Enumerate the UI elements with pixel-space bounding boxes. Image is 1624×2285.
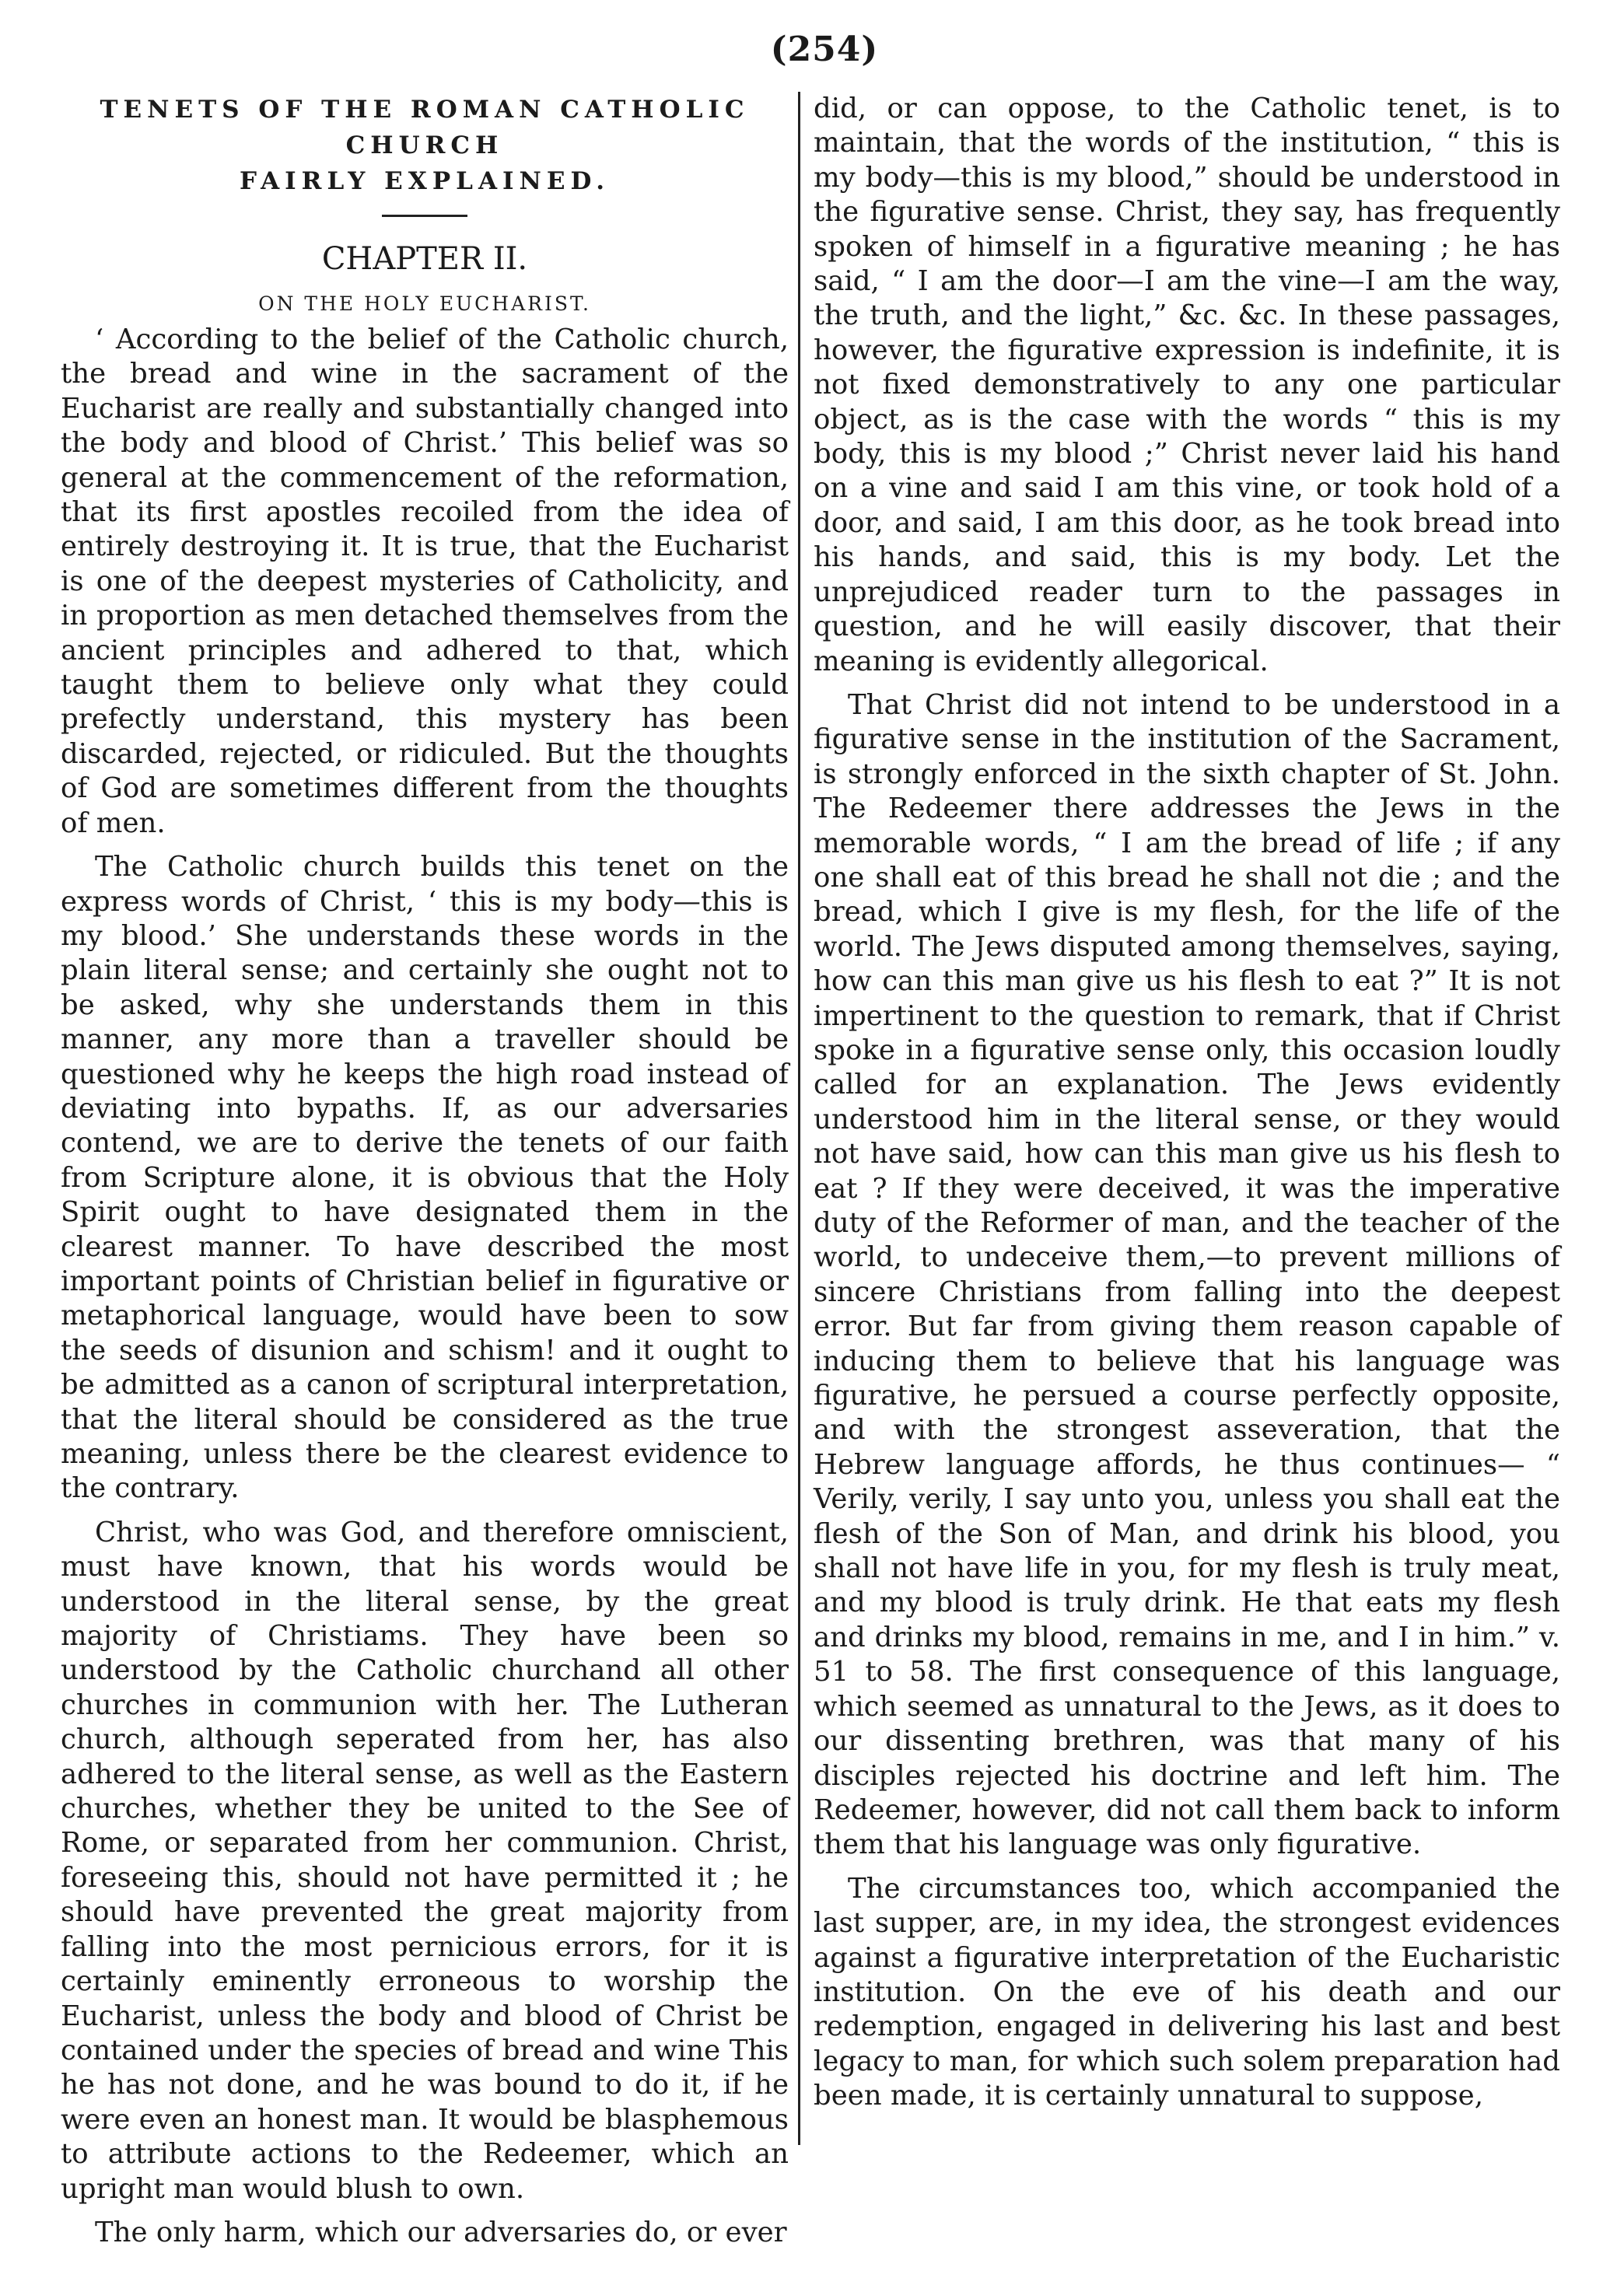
- left-paragraph-3: Christ, who was God, and therefore omniscient, must have known, that his words would be understood in the literal sense, by the great majority of Christiams. They have been so understood by the Catholic churchand all other churches in communion with her. The Lutheran church, although seperated from her, has also adhered to the literal sense, as well as the Eastern churches, whether they be united to the See of Rome, or separated from her communion. Christ, foreseeing this, should not have permitted it ; he should have prevented the great majority from falling into the most pernicious errors, for it is certainly eminently erroneous to worship the Eucharist, unless the body and blood of Christ be contained under the species of bread and wine This he has not done, and he was bound to do it, if he were even an honest man. It would be blasphemous to attribute actions to the Redeemer, which an upright man would blush to own.: [61, 1516, 789, 2205]
- right-paragraph-2: That Christ did not intend to be understood in a figurative sense in the institution of the Sacrament, is strongly enforced in the sixth chapter of St. John. The Redeemer there addresses the Jews in the memorable words, “ I am the bread of life ; if any one shall eat of this bread he shall not die ; and the bread, which I give is my flesh, for the life of the world. The Jews disputed among themselves, saying, how can this man give us his flesh to eat ?” It is not impertinent to the question to remark, that if Christ spoke in a figurative sense only, this occasion loudly called for an explanation. The Jews evidently understood him in the literal sense, or they would not have said, how can this man give us his flesh to eat ? If they were deceived, it was the imperative duty of the Reformer of man, and the teacher of the world, to undeceive them,—to prevent millions of sincere Christians from falling into the deepest error. But far from giving them reason capable of inducing them to believe that his language was figurative, he persued a course perfectly opposite, and with the strongest asseveration, that the Hebrew language affords, he thus continues— “ Verily, verily, I say unto you, unless you shall eat the flesh of the Son of Man, and drink his blood, you shall not have life in you, for my flesh is truly meat, and my blood is truly drink. He that eats my flesh and drinks my blood, remains in me, and I in him.” v. 51 to 58. The first consequence of this language, which seemed as unnatural to the Jews, as it does to our dissenting brethren, was that many of his disciples rejected his doctrine and left him. The Redeemer, however, did not call them back to inform them that his language was only figurative.: [814, 688, 1560, 1861]
- right-column: [814, 92, 1560, 2123]
- chapter-heading: CHAPTER II.: [321, 241, 528, 277]
- left-paragraph-1: ‘ According to the belief of the Catholic church, the bread and wine in the sacrament of the Eucharist are really and substantially changed into the body and blood of Christ.’ This belief was so general at the commencement of the reformation, that its first apostles recoiled from the idea of entirely destroying it. It is true, that the Eucharist is one of the deepest mysteries of Catholicity, and in proportion as men detached themselves from the ancient principles and adhered to that, which taught them to believe only what they could prefectly understand, this mystery has been discarded, rejected, or ridiculed. But the thoughts of God are sometimes different from the thoughts of men.: [61, 324, 789, 839]
- title-divider: [382, 215, 467, 217]
- title-line-1: TENETS OF THE ROMAN CATHOLIC CHURCH: [100, 96, 750, 159]
- right-paragraph-3: The circumstances too, which accompanied the last supper, are, in my idea, the strongest evidences against a figurative interpretation of the Eucharistic institution. On the eve of his death and our redemption, engaged in delivering his last and best legacy to man, for which such solem preparation had been made, it is certainly unnatural to suppose,: [814, 1872, 1560, 2112]
- chapter-subheading: ON THE HOLY EUCHARIST.: [258, 292, 591, 315]
- article-title: [61, 92, 789, 199]
- left-column: [61, 92, 789, 2259]
- right-paragraph-1: did, or can oppose, to the Catholic tenet, is to maintain, that the words of the institution, “ this is my body—this is my blood,” should be understood in the figurative sense. Christ, they say, has frequently spoken of himself in a figurative meaning ; he has said, “ I am the door—I am the vine—I am the way, the truth, and the light,” &c. &c. In these passages, however, the figurative expression is indefinite, it is not fixed demonstratively to any one particular object, as is the case with the words “ this is my body, this is my blood ;” Christ never laid his hand on a vine and said I am this vine, or took hold of a door, and said, I am this door, as he took bread into his hands, and said, this is my body. Let the unprejudiced reader turn to the passages in question, and he will easily discover, that their meaning is evidently allegorical.: [814, 93, 1560, 677]
- left-paragraph-2: The Catholic church builds this tenet on the express words of Christ, ‘ this is my body—this is my blood.’ She understands these words in the plain literal sense; and certainly she ought not to be asked, why she understands them in this manner, any more than a traveller should be questioned why he keeps the high road instead of deviating into bypaths. If, as our adversaries contend, we are to derive the tenets of our faith from Scripture alone, it is obvious that the Holy Spirit ought to have designated them in the clearest manner. To have described the most important points of Christian belief in figurative or metaphorical language, would have been to sow the seeds of disunion and schism! and it ought to be admitted as a canon of scriptural interpretation, that the literal should be considered as the true meaning, unless there be the clearest evidence to the contrary.: [61, 851, 789, 1505]
- title-line-2: FAIRLY EXPLAINED.: [239, 167, 611, 195]
- column-divider: [798, 92, 800, 2145]
- left-paragraph-4: The only harm, which our adversaries do, or ever: [95, 2216, 787, 2248]
- page-number: (254): [770, 30, 879, 69]
